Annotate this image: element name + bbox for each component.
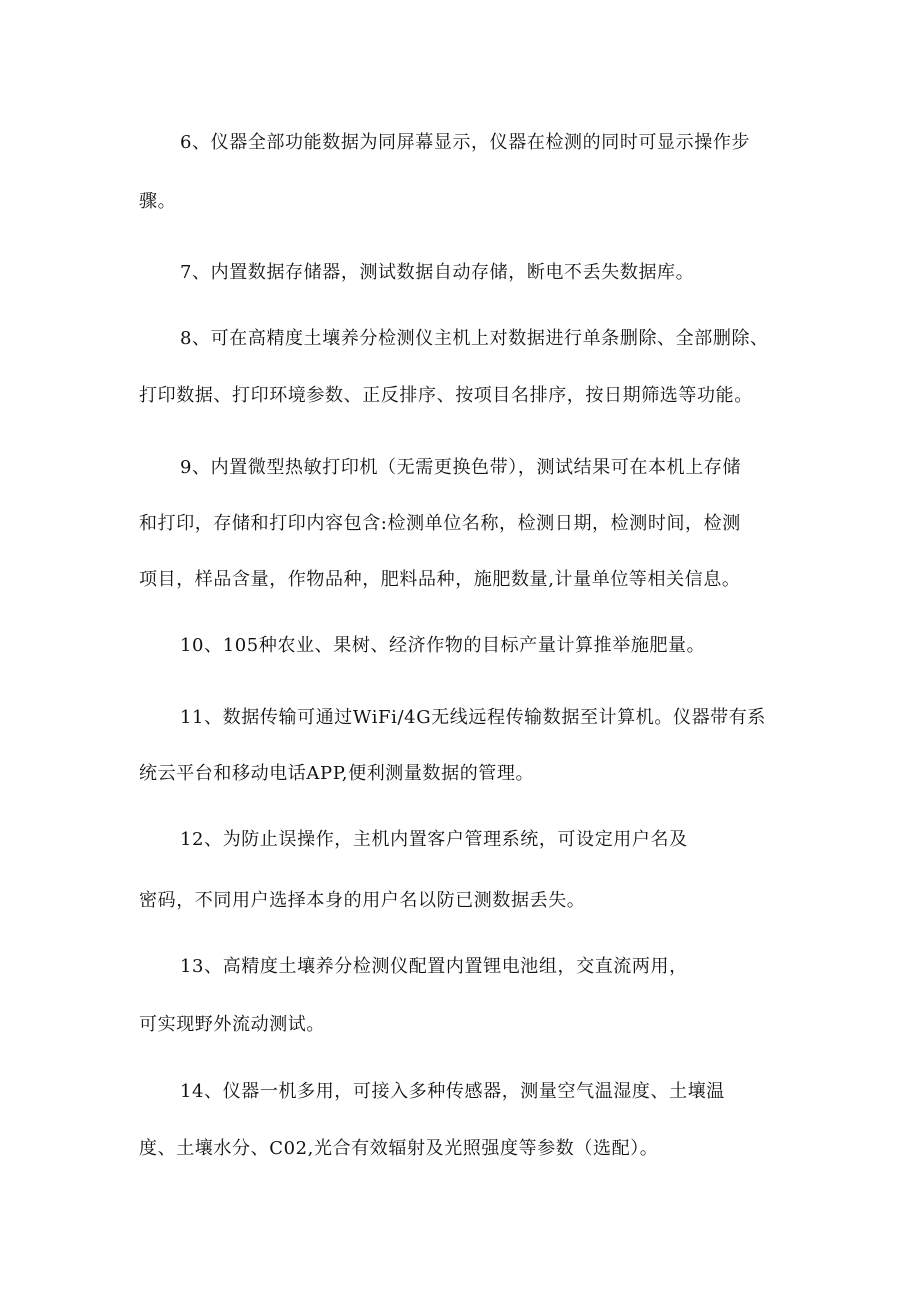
paragraph-6-line-2: 骤。: [139, 191, 177, 212]
paragraph-13-line-1: 13、高精度土壤养分检测仪配置内置锂电池组，交直流两用，: [180, 956, 688, 977]
paragraph-10-line-1: 10、105种农业、果树、经济作物的目标产量计算推举施肥量。: [180, 635, 706, 656]
paragraph-12-line-2: 密码，不同用户选择本身的用户名以防已测数据丢失。: [139, 890, 586, 911]
paragraph-8-line-2: 打印数据、打印环境参数、正反排序、按项目名排序，按日期筛选等功能。: [139, 385, 753, 406]
paragraph-14-line-1: 14、仪器一机多用，可接入多种传感器，测量空气温湿度、土壤温: [180, 1081, 725, 1102]
paragraph-8-line-1: 8、可在高精度土壤养分检测仪主机上对数据进行单条删除、全部删除、: [180, 328, 769, 349]
paragraph-9-line-3: 项目，样品含量，作物品种，肥料品种，施肥数量,计量单位等相关信息。: [139, 569, 741, 590]
paragraph-14-line-2: 度、土壤水分、C02,光合有效辐射及光照强度等参数（选配）。: [139, 1138, 659, 1159]
paragraph-11-line-1: 11、数据传输可通过WiFi/4G无线远程传输数据至计算机。仪器带有系: [180, 707, 766, 728]
paragraph-7-line-1: 7、内置数据存储器，测试数据自动存储，断电不丢失数据库。: [180, 262, 695, 283]
paragraph-11-line-2: 统云平台和移动电话APP,便利测量数据的管理。: [139, 763, 535, 784]
paragraph-9-line-1: 9、内置微型热敏打印机（无需更换色带），测试结果可在本机上存储: [180, 457, 742, 478]
paragraph-9-line-2: 和打印，存储和打印内容包含:检测单位名称，检测日期，检测时间，检测: [139, 513, 741, 534]
paragraph-6-line-1: 6、仪器全部功能数据为同屏幕显示，仪器在检测的同时可显示操作步: [180, 132, 751, 153]
paragraph-12-line-1: 12、为防止误操作，主机内置客户管理系统，可设定用户名及: [180, 829, 688, 850]
paragraph-13-line-2: 可实现野外流动测试。: [139, 1014, 325, 1035]
